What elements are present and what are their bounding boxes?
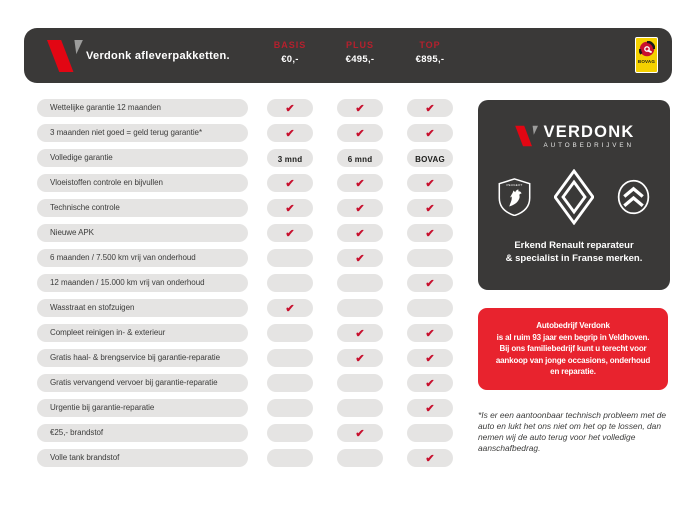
row-label: €25,- brandstof: [37, 424, 248, 442]
info-line: is al ruim 93 jaar een begrip in Veldhoven.: [496, 332, 650, 342]
check-icon: ✔: [425, 103, 435, 115]
row-label: Volledige garantie: [37, 149, 248, 167]
column-price: €0,-: [281, 54, 299, 65]
check-cell: [337, 249, 383, 267]
check-icon: ✔: [425, 228, 435, 240]
table-row: [37, 374, 453, 392]
check-cell: [267, 199, 313, 217]
column-header-top: [395, 28, 465, 65]
row-label: Gratis vervangend vervoer bij garantie-reparatie: [37, 374, 248, 392]
check-cell: [407, 324, 453, 342]
cell-value: 6 mnd: [347, 155, 373, 164]
check-cell: [407, 99, 453, 117]
check-icon: ✔: [355, 328, 365, 340]
table-row: [37, 99, 453, 117]
table-row: [37, 249, 453, 267]
value-cell: [267, 149, 313, 167]
info-line: Bij ons familiebedrijf kunt u terecht voor: [499, 344, 647, 354]
check-icon: ✔: [425, 353, 435, 365]
check-icon: ✔: [355, 228, 365, 240]
check-icon: ✔: [355, 103, 365, 115]
caption-line: Erkend Renault reparateur: [514, 240, 634, 251]
check-cell: [337, 224, 383, 242]
table-row: [37, 274, 453, 292]
check-icon: ✔: [285, 103, 295, 115]
check-icon: ✔: [285, 228, 295, 240]
bovag-label: BOVAG: [637, 59, 656, 64]
check-icon: ✔: [355, 178, 365, 190]
empty-cell: [337, 274, 383, 292]
check-icon: ✔: [285, 178, 295, 190]
check-icon: ✔: [355, 253, 365, 265]
row-label: 12 maanden / 15.000 km vrij van onderhoud: [37, 274, 248, 292]
header-bar: [24, 28, 672, 83]
citroen-icon: [617, 179, 650, 215]
check-cell: [407, 199, 453, 217]
column-name: TOP: [419, 40, 441, 50]
caption-line: & specialist in Franse merken.: [505, 252, 643, 264]
empty-cell: [267, 449, 313, 467]
check-icon: ✔: [285, 203, 295, 215]
brand-logos-row: [478, 166, 670, 228]
empty-cell: [337, 299, 383, 317]
check-cell: [267, 174, 313, 192]
check-icon: ✔: [425, 328, 435, 340]
check-icon: ✔: [355, 428, 365, 440]
empty-cell: [407, 299, 453, 317]
column-price: €895,-: [415, 54, 445, 65]
check-icon: ✔: [425, 128, 435, 140]
empty-cell: [267, 424, 313, 442]
page-title: Verdonk afleverpakketten.: [86, 49, 230, 62]
check-cell: [337, 124, 383, 142]
empty-cell: [337, 399, 383, 417]
check-icon: ✔: [425, 278, 435, 290]
check-cell: [337, 174, 383, 192]
row-label: Nieuwe APK: [37, 224, 248, 242]
row-label: Vloeistoffen controle en bijvullen: [37, 174, 248, 192]
check-cell: [407, 174, 453, 192]
check-icon: ✔: [425, 453, 435, 465]
bovag-badge: [635, 37, 658, 73]
check-icon: ✔: [425, 378, 435, 390]
column-header-basis: [255, 28, 325, 65]
check-icon: ✔: [285, 303, 295, 315]
check-cell: [337, 349, 383, 367]
check-cell: [407, 274, 453, 292]
empty-cell: [267, 399, 313, 417]
check-icon: ✔: [425, 203, 435, 215]
brand-name: VERDONK: [543, 123, 635, 141]
info-box: [478, 308, 668, 390]
check-cell: [267, 124, 313, 142]
footnote: *Is er een aantoonbaar technisch probleem met de auto en lukt het ons niet om het op te lossen, dan nemen wij de auto terug voor het volledige aanschafbedrag.: [478, 410, 667, 453]
info-line: en reparatie.: [550, 367, 596, 377]
check-cell: [407, 224, 453, 242]
table-row: [37, 124, 453, 142]
value-cell: [407, 149, 453, 167]
check-cell: [267, 99, 313, 117]
row-label: Wettelijke garantie 12 maanden: [37, 99, 248, 117]
check-cell: [267, 224, 313, 242]
row-label: Urgentie bij garantie-reparatie: [37, 399, 248, 417]
brand-box: [478, 100, 670, 290]
info-line: aankoop van jonge occasions, onderhoud: [495, 355, 651, 365]
check-icon: ✔: [355, 128, 365, 140]
empty-cell: [267, 349, 313, 367]
check-cell: [337, 324, 383, 342]
check-cell: [267, 299, 313, 317]
row-label: Gratis haal- & brengservice bij garantie-reparatie: [37, 349, 248, 367]
cell-value: 3 mnd: [277, 155, 303, 164]
empty-cell: [407, 424, 453, 442]
table-row: [37, 224, 453, 242]
check-icon: ✔: [355, 353, 365, 365]
table-row: [37, 199, 453, 217]
empty-cell: [267, 324, 313, 342]
row-label: Wasstraat en stofzuigen: [37, 299, 248, 317]
bovag-icon: [639, 41, 655, 57]
check-cell: [337, 199, 383, 217]
row-label: Technische controle: [37, 199, 248, 217]
renault-icon: [554, 169, 594, 225]
column-price: €495,-: [345, 54, 375, 65]
check-cell: [337, 99, 383, 117]
table-row: [37, 174, 453, 192]
brand-logo: [478, 124, 670, 149]
verdonk-mark-icon: [514, 125, 538, 147]
empty-cell: [267, 274, 313, 292]
svg-text:PEUGEOT: PEUGEOT: [506, 183, 523, 188]
table-row: [37, 449, 453, 467]
check-icon: ✔: [285, 128, 295, 140]
brand-caption: [478, 240, 670, 265]
empty-cell: [267, 249, 313, 267]
row-label: 3 maanden niet goed = geld terug garantie*: [37, 124, 248, 142]
table-row: [37, 349, 453, 367]
cell-value: BOVAG: [415, 155, 445, 164]
empty-cell: [337, 449, 383, 467]
check-cell: [337, 424, 383, 442]
check-cell: [407, 399, 453, 417]
brand-subtitle: AUTOBEDRIJVEN: [543, 142, 634, 149]
empty-cell: [337, 374, 383, 392]
check-icon: ✔: [425, 403, 435, 415]
table-row: [37, 399, 453, 417]
row-label: 6 maanden / 7.500 km vrij van onderhoud: [37, 249, 248, 267]
table-row: [37, 324, 453, 342]
row-label: Volle tank brandstof: [37, 449, 248, 467]
check-cell: [407, 349, 453, 367]
value-cell: [337, 149, 383, 167]
peugeot-icon: [498, 178, 531, 216]
check-cell: [407, 124, 453, 142]
table-row: [37, 149, 453, 167]
verdonk-mark-icon: [45, 39, 83, 73]
check-cell: [407, 374, 453, 392]
table-row: [37, 299, 453, 317]
column-name: PLUS: [345, 40, 374, 50]
row-label: Compleet reinigen in- & exterieur: [37, 324, 248, 342]
check-cell: [407, 449, 453, 467]
column-name: BASIS: [273, 40, 307, 50]
info-line: Autobedrijf Verdonk: [536, 321, 610, 331]
check-icon: ✔: [425, 178, 435, 190]
empty-cell: [407, 249, 453, 267]
check-icon: ✔: [355, 203, 365, 215]
column-header-plus: [325, 28, 395, 65]
feature-table: [37, 99, 453, 467]
table-row: [37, 424, 453, 442]
empty-cell: [267, 374, 313, 392]
